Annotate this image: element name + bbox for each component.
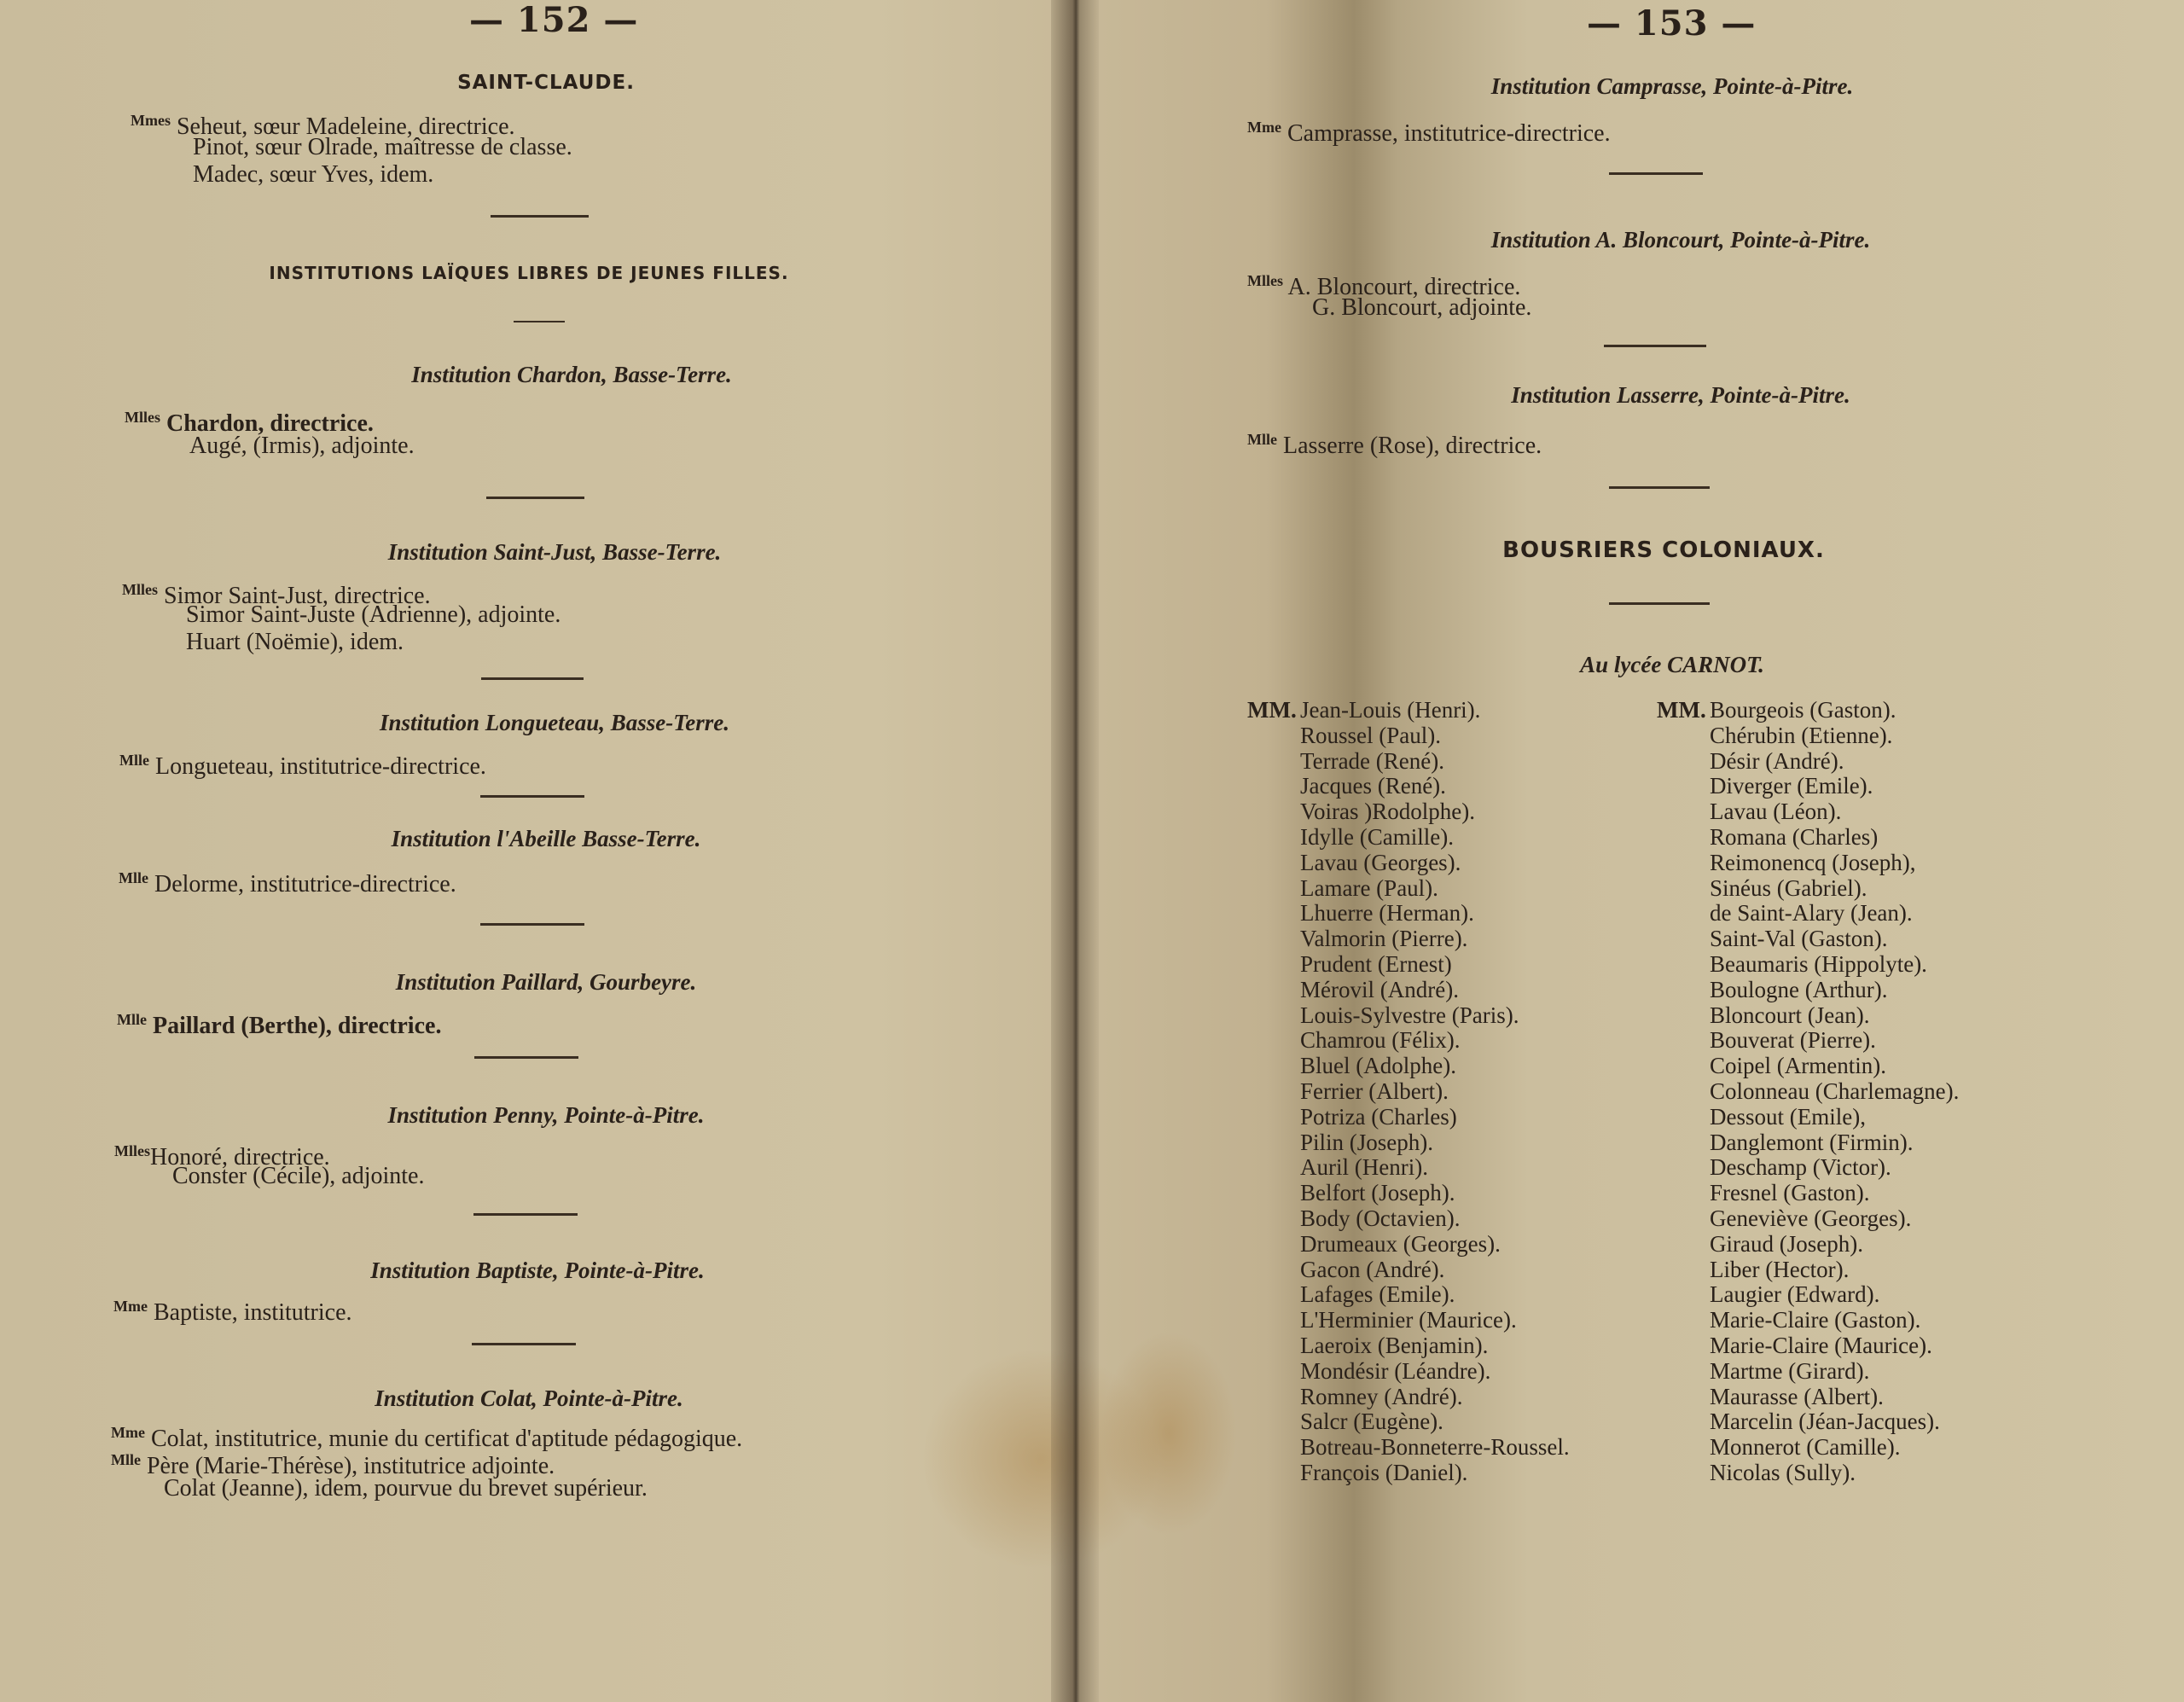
divider [472,1343,576,1345]
list-item: Laeroix (Benjamin). [1300,1332,1489,1358]
list-item: François (Daniel). [1300,1459,1468,1485]
list-item: Monnerot (Camille). [1710,1434,1901,1461]
list-item: Diverger (Emile). [1710,773,1873,799]
list-item: Danglemont (Firmin). [1710,1129,1914,1155]
list-item: Deschamp (Victor). [1710,1154,1891,1181]
entry-line: Augé, (Irmis), adjointe. [189,433,415,459]
list-item: Body (Octavien). [1300,1205,1461,1231]
entry-line: $^{Mlles}$ Chardon, directrice. [125,409,374,437]
list-item: Belfort (Joseph). [1300,1180,1455,1206]
list-item: Drumeaux (Georges). [1300,1230,1501,1257]
section-heading: SAINT-CLAUDE. [457,72,635,94]
divider [480,923,584,926]
institution-title: Institution Saint-Just, Basse-Terre. [387,539,722,565]
right-page [1101,0,2184,1702]
list-item: Mérovil (André). [1300,976,1459,1002]
entry-line: $^{Mlle}$ Lasserre (Rose), directrice. [1247,431,1542,459]
section-heading: BOUSRIERS COLONIAUX. [1502,537,1825,563]
list-item: Coipel (Armentin). [1710,1053,1886,1079]
boursiers-col-2 [1710,698,1959,1486]
list-item: Nicolas (Sully). [1710,1459,1856,1485]
list-item: Lavau (Léon). [1710,799,1842,825]
list-item: Fresnel (Gaston). [1710,1180,1870,1206]
list-item: Auril (Henri). [1300,1154,1428,1181]
institution-title: Institution Paillard, Gourbeyre. [395,969,697,995]
entry-line: $^{Mlle}$ Père (Marie-Thérèse), institutrice adjointe. [111,1451,555,1479]
list-item: Bloncourt (Jean). [1710,1002,1870,1028]
divider [514,321,565,322]
institution-title: Institution l'Abeille Basse-Terre. [391,826,701,851]
boursiers-col-1 [1300,698,1570,1486]
page-number: — 152 — [469,0,639,40]
institution-title: Institution Longueteau, Basse-Terre. [379,710,730,735]
institution-title: Institution Penny, Pointe-à-Pitre. [387,1102,705,1128]
list-item: Lhuerre (Herman). [1300,900,1474,927]
institution-title: Institution Camprasse, Pointe-à-Pitre. [1490,73,1854,99]
list-item: Mondésir (Léandre). [1300,1357,1491,1384]
entry-line: $^{Mmes}$ Seheut, sœur Madeleine, directrice. [131,112,515,140]
list-item: Laugier (Edward). [1710,1281,1880,1308]
list-item: Potriza (Charles) [1300,1103,1457,1130]
divider [1609,486,1710,489]
divider [481,677,584,680]
book-gutter [1051,0,1099,1702]
list-item: Bluel (Adolphe). [1300,1053,1456,1079]
list-item: Désir (André). [1710,747,1844,774]
entry-line: $^{Mlles}$ A. Bloncourt, directrice. [1247,272,1521,300]
list-item: Dessout (Emile), [1710,1103,1866,1130]
list-item: Romney (André). [1300,1383,1463,1409]
entry-line: Huart (Noëmie), idem. [186,629,404,655]
list-item: Prudent (Ernest) [1300,950,1452,977]
list-item: Valmorin (Pierre). [1300,926,1468,952]
list-item: Saint-Val (Gaston). [1710,926,1888,952]
list-item: Gacon (André). [1300,1256,1445,1282]
list-item: Salcr (Eugène). [1300,1409,1443,1435]
section-title: INSTITUTIONS LAÏQUES LIBRES DE JEUNES FILLES. [269,263,789,283]
list-item: Jean-Louis (Henri). [1300,697,1481,723]
entry-line: $^{Mme}$ Colat, institutrice, munie du certificat d'aptitude pédagogique. [111,1424,743,1452]
list-item: Sinéus (Gabriel). [1710,874,1867,901]
list-item: Chamrou (Félix). [1300,1027,1461,1054]
entry-line: Colat (Jeanne), idem, pourvue du brevet supérieur. [164,1475,648,1502]
entry-line: $^{Mlles}$ Simor Saint-Just, directrice. [122,581,431,609]
list-item: Reimonencq (Joseph), [1710,849,1916,875]
list-item: Bouverat (Pierre). [1710,1027,1876,1054]
divider [1609,172,1703,175]
list-item: Idylle (Camille). [1300,823,1454,850]
entry-line: $^{Mme}$ Baptiste, institutrice. [113,1298,352,1326]
institution-title: Institution Lasserre, Pointe-à-Pitre. [1511,382,1850,408]
list-item: Liber (Hector). [1710,1256,1850,1282]
list-item: Ferrier (Albert). [1300,1078,1449,1104]
list-item: Beaumaris (Hippolyte). [1710,950,1927,977]
list-item: Romana (Charles) [1710,823,1879,850]
col1-prefix: MM. [1247,697,1297,723]
entry-line: Madec, sœur Yves, idem. [193,161,434,188]
lycee-heading: Au lycée CARNOT. [1580,652,1764,677]
list-item: Chérubin (Etienne). [1710,722,1893,748]
list-item: Lavau (Georges). [1300,849,1461,875]
institution-title: Institution Colat, Pointe-à-Pitre. [375,1385,683,1411]
list-item: Voiras )Rodolphe). [1300,799,1475,825]
entry-line: $^{Mlle}$ Paillard (Berthe), directrice. [117,1011,442,1039]
list-item: Martme (Girard). [1710,1357,1870,1384]
divider [486,497,584,499]
divider [1609,602,1710,605]
list-item: Botreau-Bonneterre-Roussel. [1300,1434,1570,1461]
divider [474,1056,578,1059]
list-item: L'Herminier (Maurice). [1300,1307,1517,1333]
col2-prefix: MM. [1657,697,1706,723]
institution-title: Institution Chardon, Basse-Terre. [411,362,732,387]
list-item: Bourgeois (Gaston). [1710,697,1896,723]
list-item: Marie-Claire (Gaston). [1710,1307,1921,1333]
entry-line: $^{Mme}$ Camprasse, institutrice-directrice. [1247,119,1611,147]
divider [480,795,584,798]
entry-line: Pinot, sœur Olrade, maîtresse de classe. [193,134,572,160]
title-prefix: Mmes [131,112,171,129]
list-item: Geneviève (Georges). [1710,1205,1912,1231]
list-item: Lafages (Emile). [1300,1281,1455,1308]
entry-line: Conster (Cécile), adjointe. [172,1163,425,1189]
list-item: Marcelin (Jéan-Jacques). [1710,1409,1940,1435]
list-item: de Saint-Alary (Jean). [1710,900,1913,927]
list-item: Boulogne (Arthur). [1710,976,1888,1002]
list-item: Colonneau (Charlemagne). [1710,1078,1960,1104]
divider [491,215,589,218]
entry-line: Simor Saint-Juste (Adrienne), adjointe. [186,601,561,628]
list-item: Jacques (René). [1300,773,1446,799]
list-item: Maurasse (Albert). [1710,1383,1884,1409]
list-item: Pilin (Joseph). [1300,1129,1434,1155]
divider [1604,345,1706,347]
list-item: Terrade (René). [1300,747,1445,774]
institution-title: Institution A. Bloncourt, Pointe-à-Pitre. [1490,227,1871,253]
entry-line: $^{Mlle}$ Delorme, institutrice-directrice. [119,869,456,897]
list-item: Louis-Sylvestre (Paris). [1300,1002,1519,1028]
left-page [0,0,1058,1702]
entry-line: $^{Mlle}$ Longueteau, institutrice-directrice. [119,752,486,780]
list-item: Marie-Claire (Maurice). [1710,1332,1932,1358]
divider [473,1213,578,1216]
list-item: Giraud (Joseph). [1710,1230,1863,1257]
entry-line: $^{Mlles}$Honoré, directrice. [114,1142,330,1170]
institution-title: Institution Baptiste, Pointe-à-Pitre. [370,1258,705,1283]
list-item: Roussel (Paul). [1300,722,1441,748]
list-item: Lamare (Paul). [1300,874,1438,901]
entry-line: G. Bloncourt, adjointe. [1312,294,1532,321]
page-number: — 153 — [1587,3,1757,44]
